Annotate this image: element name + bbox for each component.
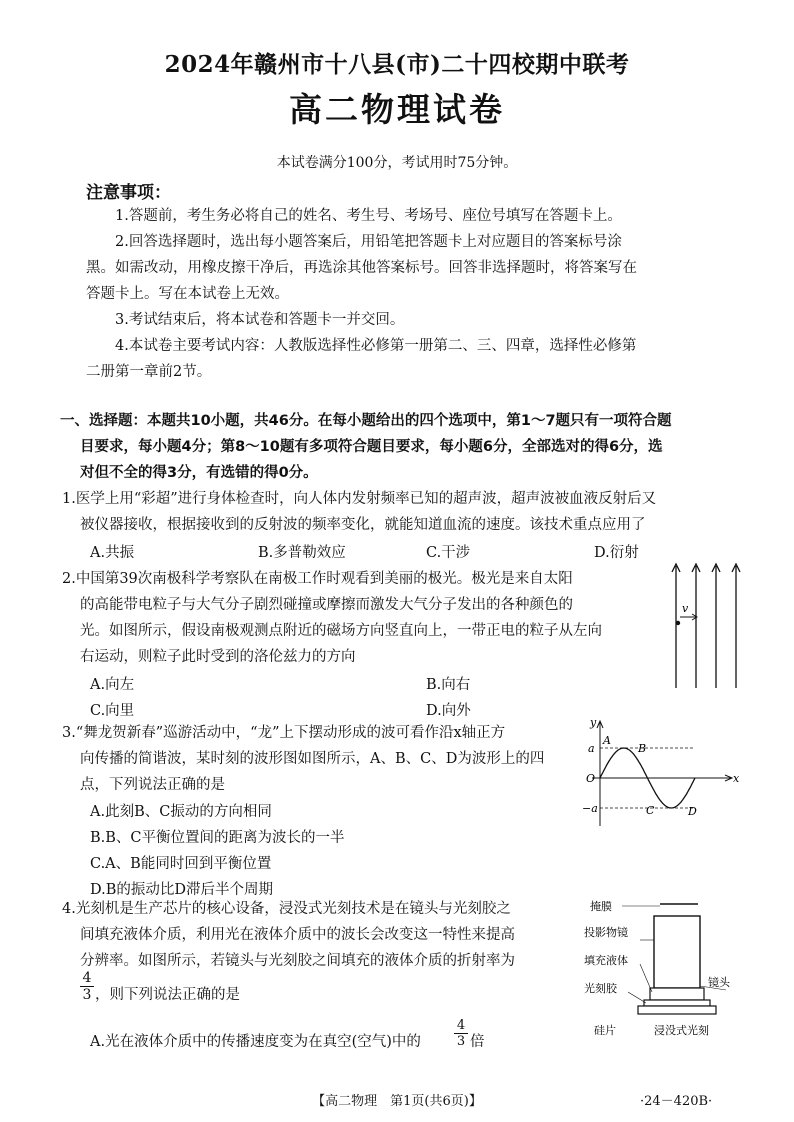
- charged-particle: [676, 621, 680, 625]
- label-mask: 掩膜: [590, 900, 612, 913]
- fraction-numerator: 4: [456, 1018, 466, 1033]
- page-footer: 【高二物理 第1页(共6页)】: [312, 1094, 482, 1109]
- fraction-denominator: 3: [80, 986, 94, 1003]
- neg-amp-label: −a: [582, 802, 598, 815]
- q4-stem-l3: 分辨率。如图所示，若镜头与光刻胶之间填充的液体介质的折射率为: [80, 953, 515, 969]
- q3-option-b: B.B、C平衡位置间的距离为波长的一半: [90, 830, 345, 846]
- q3-option-c: C.A、B能同时回到平衡位置: [90, 856, 272, 872]
- fraction-denominator: 3: [454, 1033, 468, 1049]
- liquid-layer: [650, 988, 704, 1000]
- label-projection-lens: 投影物镜: [584, 926, 628, 939]
- q2-option-c: C.向里: [90, 703, 135, 719]
- point-a-label: A: [603, 734, 611, 747]
- notice-item-3: 3.考试结束后，将本试卷和答题卡一并交回。: [115, 312, 405, 328]
- q3-waveform-figure: [582, 716, 740, 832]
- q2-option-a: A.向左: [90, 677, 135, 693]
- projection-lens: [654, 916, 700, 988]
- q1-option-d: D.衍射: [594, 545, 639, 561]
- y-label: y: [590, 716, 597, 729]
- exam-title-line1: 2024年赣州市十八县(市)二十四校期中联考: [164, 51, 630, 78]
- q4-lithography-figure: [580, 896, 760, 1046]
- wafer: [638, 1006, 716, 1014]
- q2-stem-l1: 2.中国第39次南极科学考察队在南极工作时观看到美丽的极光。极光是来自太阳: [62, 571, 573, 587]
- point-d-label: D: [688, 805, 697, 818]
- q4-option-a-tail: 倍: [470, 1034, 485, 1050]
- q2-option-b: B.向右: [426, 677, 471, 693]
- q3-stem-l1: 3.“舞龙贺新春”巡游活动中，“龙”上下摆动形成的波可看作沿x轴正方: [62, 725, 506, 741]
- point-c-label: C: [646, 804, 655, 817]
- label-liquid: 填充液体: [584, 954, 628, 967]
- label-photoresist: 光刻胶: [584, 982, 617, 995]
- section-heading-l2: 目要求，每小题4分；第8～10题有多项符合题目要求，每小题6分，全部选对的得6分，选: [80, 439, 663, 455]
- q4-fraction: [80, 970, 94, 1003]
- exam-info: 本试卷满分100分，考试用时75分钟。: [276, 155, 518, 171]
- figure-caption: 浸没式光刻: [654, 1024, 709, 1037]
- q3-option-a: A.此刻B、C振动的方向相同: [90, 804, 272, 820]
- point-b-label: B: [638, 742, 647, 755]
- label-lens-head: 镜头: [708, 976, 730, 989]
- amp-label: a: [588, 742, 595, 755]
- x-label: x: [733, 772, 740, 785]
- q1-option-a: A.共振: [90, 545, 135, 561]
- q4-stem-l2: 间填充液体介质，利用光在液体介质中的波长会改变这一特性来提高: [80, 927, 515, 943]
- leader-line: [628, 992, 646, 1003]
- velocity-label: v: [682, 602, 689, 615]
- q4-stem-l1: 4.光刻机是生产芯片的核心设备，浸没式光刻技术是在镜头与光刻胶之: [62, 901, 511, 917]
- notice-heading: 注意事项：: [86, 183, 171, 203]
- q2-stem-l2: 的高能带电粒子与大气分子剧烈碰撞或摩擦而激发大气分子发出的各种颜色的: [80, 597, 573, 613]
- q4-option-a: A.光在液体介质中的传播速度变为在真空(空气)中的: [90, 1034, 421, 1050]
- q1-option-b: B.多普勒效应: [258, 545, 346, 561]
- notice-item-1: 1.答题前，考生务必将自己的姓名、考生号、考场号、座位号填写在答题卡上。: [115, 208, 622, 224]
- field-arrowheads: [672, 564, 740, 572]
- section-heading-l1: 一、选择题：本题共10小题，共46分。在每小题给出的四个选项中，第1～7题只有一项符合题: [60, 413, 672, 429]
- notice-item-2-cont2: 答题卡上。写在本试卷上无效。: [86, 286, 289, 302]
- q4-option-a-fraction: [454, 1018, 468, 1049]
- notice-item-4-cont: 二册第一章前2节。: [86, 364, 212, 380]
- q1-stem-l2: 被仪器接收，根据接收到的反射波的频率变化，就能知道血流的速度。该技术重点应用了: [80, 517, 646, 533]
- origin-label: O: [586, 772, 596, 785]
- q1-option-c: C.干涉: [426, 545, 471, 561]
- q2-magnetic-field-figure: [668, 560, 748, 692]
- notice-item-2-cont1: 黑。如需改动，用橡皮擦干净后，再选涂其他答案标号。回答非选择题时，将答案写在: [86, 260, 637, 276]
- leader-line: [640, 964, 652, 992]
- exam-title-subject: 高二物理试卷: [289, 90, 505, 129]
- q2-stem-l3: 光。如图所示，假设南极观测点附近的磁场方向竖直向上，一带正电的粒子从左向: [80, 623, 602, 639]
- q1-stem-l1: 1.医学上用“彩超”进行身体检查时，向人体内发射频率已知的超声波，超声波被血液反射后又: [62, 491, 657, 507]
- paper-code: ·24－420B·: [640, 1094, 713, 1109]
- q3-stem-l2: 向传播的简谐波，某时刻的波形图如图所示，A、B、C、D为波形上的四: [80, 751, 545, 767]
- q2-option-d: D.向外: [426, 703, 471, 719]
- label-wafer: 硅片: [594, 1024, 616, 1037]
- fraction-numerator: 4: [82, 970, 92, 986]
- notice-item-2: 2.回答选择题时，选出每小题答案后，用铅笔把答题卡上对应题目的答案标号涂: [115, 234, 622, 250]
- section-heading-l3: 对但不全的得3分，有选错的得0分。: [80, 465, 318, 481]
- notice-item-4: 4.本试卷主要考试内容：人教版选择性必修第一册第二、三、四章，选择性必修第: [115, 338, 637, 354]
- q3-option-d: D.B的振动比D滞后半个周期: [90, 882, 273, 898]
- q2-stem-l4: 右运动，则粒子此时受到的洛伦兹力的方向: [80, 649, 356, 665]
- photoresist-layer: [644, 1000, 710, 1006]
- q4-stem-l4: ，则下列说法正确的是: [95, 987, 240, 1003]
- q3-stem-l3: 点，下列说法正确的是: [80, 777, 225, 793]
